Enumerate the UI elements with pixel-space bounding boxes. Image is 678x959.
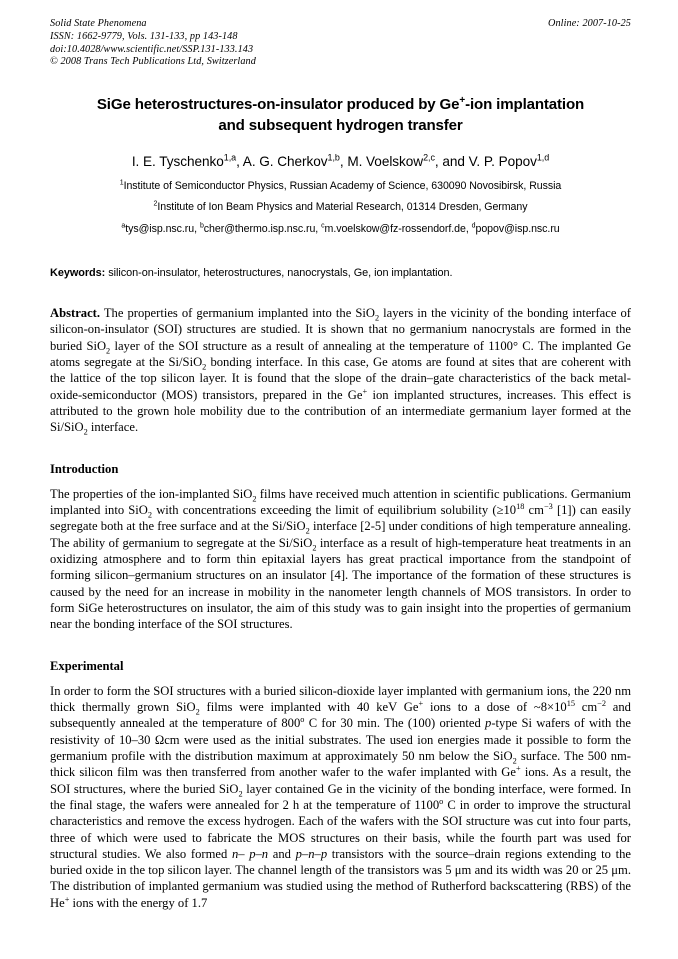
email-d-marker: d bbox=[471, 222, 476, 230]
email-a-marker: a bbox=[121, 222, 126, 230]
abstract-sup4: + bbox=[362, 386, 368, 396]
exp-sub1: 2 bbox=[195, 707, 200, 717]
intro-t5: [1]) can easily segregate both at the free surface and at the Si/SiO bbox=[50, 503, 631, 534]
keywords-label: Keywords: bbox=[50, 267, 106, 280]
author-2-name: A. G. Cherkov bbox=[242, 154, 328, 170]
section-heading-experimental: Experimental bbox=[50, 658, 124, 673]
author-separator-2: , bbox=[339, 154, 348, 170]
author-3-affiliation-marker: 2,c bbox=[423, 152, 435, 163]
keywords-line bbox=[50, 266, 631, 281]
abstract-paragraph bbox=[50, 305, 631, 435]
exp-t14: ions with the energy of 1.7 bbox=[69, 895, 208, 910]
exp-sub3: 2 bbox=[238, 789, 243, 799]
abstract-sub2: 2 bbox=[106, 346, 111, 356]
abstract-t3: layer of the SOI structure as a result of annealing at the temperature of 1100° C. The implanted Ge atoms segregate at the Si/SiO bbox=[50, 338, 631, 370]
abstract-t2: layers in the vicinity of the bonding interface of silicon-on-insulator (SOI) structures are studied. It is shown that no germanium nanocrystals are formed in the buried SiO bbox=[50, 306, 631, 353]
intro-sup1: 18 bbox=[516, 501, 525, 511]
author-4-name: V. P. Popov bbox=[468, 154, 537, 170]
exp-italic-pnp: p–n–p bbox=[295, 846, 328, 861]
exp-t11: C in order to improve the structural characteristics and remove the excess hydrogen. Each of the wafers with the SOI structure was cut into four parts, three of which were used to fabricate the MOS structures on their basis, while the fourth part was used for structural studies. We also formed bbox=[50, 797, 631, 861]
introduction-paragraph bbox=[50, 486, 631, 633]
author-list bbox=[50, 153, 631, 171]
exp-t9: ions. As a result, the SOI structures, where the buried SiO bbox=[50, 765, 631, 796]
intro-sub2: 2 bbox=[147, 510, 153, 520]
abstract-sub3: 2 bbox=[202, 362, 207, 372]
author-3-name: M. Voelskow bbox=[347, 154, 424, 170]
affiliation-2-marker: 2 bbox=[153, 200, 158, 208]
intro-sub4: 2 bbox=[312, 543, 317, 553]
author-1-name: I. E. Tyschenko bbox=[131, 154, 224, 170]
keywords-value: silicon-on-insulator, heterostructures, nanocrystals, Ge, ion implantation. bbox=[108, 267, 453, 280]
exp-t6: C for 30 min. The (100) oriented bbox=[304, 716, 486, 731]
exp-t1: In order to form the SOI structures with a buried silicon-dioxide layer implanted with germanium ions, the 220 nm thick thermally grown SiO bbox=[50, 683, 631, 715]
exp-t3: ions to a dose of ~8×10 bbox=[423, 700, 567, 715]
abstract-sub4: 2 bbox=[83, 427, 88, 437]
affiliation-1-marker: 1 bbox=[119, 179, 124, 187]
author-1-affiliation-marker: 1,a bbox=[223, 152, 237, 163]
copyright-line: © 2008 Trans Tech Publications Ltd, Switzerland bbox=[50, 56, 256, 68]
title-plus-superscript: + bbox=[459, 95, 466, 107]
email-sep-3: , bbox=[465, 223, 472, 236]
abstract-t6: interface. bbox=[87, 420, 139, 435]
exp-t7: -type Si wafers of with the resistivity of 10–30 Ωcm were used as the initial substrates. The used ion energies made it possible to form the germanium profile with the distribution maximum at approximately 50 nm below the SiO bbox=[50, 716, 632, 764]
exp-sup6: o bbox=[439, 796, 444, 806]
intro-t1: The properties of the ion-implanted SiO bbox=[50, 486, 253, 501]
journal-masthead bbox=[50, 18, 631, 69]
email-b-marker: b bbox=[199, 222, 204, 230]
exp-t13: transistors with the source–drain regions extending to the buried oxide in the top silicon layer. The channel length of the transistors was 5 μm and its width was 20 or 25 μm. The distribution of implanted germanium was studied using the method of Rutherford backscattering (RBS) of the He bbox=[50, 846, 631, 910]
email-d-address[interactable]: popov@isp.nsc.ru bbox=[475, 223, 560, 236]
exp-t4: cm bbox=[574, 700, 598, 715]
exp-italic-npn: n– p–n bbox=[231, 846, 269, 861]
author-emails bbox=[50, 222, 631, 236]
email-b-address[interactable]: cher@thermo.isp.nsc.ru bbox=[203, 223, 316, 236]
exp-sub2: 2 bbox=[512, 756, 517, 766]
exp-t12: and bbox=[268, 846, 296, 861]
intro-t2: films have received much attention in scientific publications. Germanium implanted into SiO bbox=[50, 486, 631, 518]
author-separator-1: , bbox=[236, 154, 243, 170]
experimental-paragraph bbox=[50, 683, 631, 911]
exp-sup3: −2 bbox=[597, 698, 606, 708]
email-c-address[interactable]: m.voelskow@fz-rossendorf.de bbox=[324, 223, 466, 236]
abstract-label: Abstract. bbox=[50, 306, 101, 321]
intro-sub1: 2 bbox=[252, 494, 257, 504]
affiliation-1-text: Institute of Semiconductor Physics, Russian Academy of Science, 630090 Novosibirsk, Russia bbox=[123, 180, 562, 193]
author-separator-3: , and bbox=[434, 154, 469, 170]
abstract-sub1: 2 bbox=[374, 313, 380, 323]
exp-sup5: + bbox=[515, 764, 521, 774]
intro-t7: interface as a result of high-temperature heat treatments in an oxidizing atmosphere and to form thin epitaxial layers has great practical importance from the standpoint of forming silicon–germanium structures on an insulator [4]. The importance of the formation of these structures is caused by the need for an increase in mobility in the nanometer length channels of MOS transistors. In order to form SiGe heterostructures on insulator, the aim of this study was to gain insight into the properties of germanium near the bonding interface of the SOI structures. bbox=[50, 535, 631, 632]
affiliation-2-text: Institute of Ion Beam Physics and Material Research, 01314 Dresden, Germany bbox=[157, 201, 528, 214]
abstract-t5: ion implanted structures, increases. This effect is attributed to the grown hole mobility due to the contribution of an intermediate germanium layer formed at the Si/SiO bbox=[50, 387, 631, 435]
intro-t6: interface [2-5] under conditions of high temperature annealing. The ability of germanium to segregate at the Si/SiO bbox=[50, 519, 631, 550]
affiliation-2 bbox=[50, 200, 631, 214]
abstract-t1: The properties of germanium implanted into the SiO bbox=[100, 306, 375, 321]
online-date: Online: 2007-10-25 bbox=[547, 18, 631, 29]
author-2-affiliation-marker: 1,b bbox=[327, 152, 340, 163]
email-sep-2: , bbox=[315, 223, 322, 236]
exp-t10: layer contained Ge in the vicinity of the bonding interface, were formed. In the final stage, the wafers were annealed for 2 h at the temperature of 1100 bbox=[50, 781, 631, 812]
title-line2: and subsequent hydrogen transfer bbox=[218, 116, 463, 134]
doi-line: doi:10.4028/www.scientific.net/SSP.131-133.143 bbox=[50, 43, 254, 55]
intro-t4: cm bbox=[524, 503, 544, 518]
abstract-t4: bonding interface. In this case, Ge atoms are found at sites that are coherent with the lattice of the top silicon layer. It is found that the slope of the drain–gate characteristics of the back metal-oxide-semiconductor (MOS) transistors, prepared in the Ge bbox=[50, 355, 632, 402]
affiliation-1 bbox=[50, 179, 631, 193]
exp-t8: surface. The 500 nm-thick silicon film was then transferred from another wafer to the wafer implanted with Ge bbox=[50, 749, 631, 780]
author-4-affiliation-marker: 1,d bbox=[536, 152, 550, 163]
exp-sup4: o bbox=[300, 715, 305, 725]
exp-sup7: + bbox=[64, 894, 70, 904]
email-sep-1: , bbox=[194, 223, 200, 236]
email-c-marker: c bbox=[321, 222, 325, 230]
intro-t3: with concentrations exceeding the limit of equilibrium solubility (≥10 bbox=[152, 503, 517, 518]
title-line1-part2: -ion implantation bbox=[465, 96, 585, 114]
email-a-address[interactable]: tys@isp.nsc.ru bbox=[125, 223, 195, 236]
page-title bbox=[50, 95, 631, 136]
intro-sup2: −3 bbox=[543, 501, 553, 511]
issn-volume-pages: ISSN: 1662-9779, Vols. 131-133, pp 143-148 bbox=[50, 30, 238, 42]
exp-sup2: 15 bbox=[566, 698, 575, 708]
exp-t5: and subsequently annealed at the temperature of 800 bbox=[50, 700, 631, 731]
journal-name: Solid State Phenomena bbox=[50, 18, 147, 29]
title-line1-part1: SiGe heterostructures-on-insulator produced by Ge bbox=[96, 96, 460, 114]
exp-t2: films were implanted with 40 keV Ge bbox=[199, 700, 419, 715]
exp-italic-p-type: p bbox=[485, 716, 492, 731]
intro-sub3: 2 bbox=[305, 526, 310, 536]
exp-sup1: + bbox=[418, 698, 424, 708]
section-heading-introduction: Introduction bbox=[50, 461, 119, 476]
